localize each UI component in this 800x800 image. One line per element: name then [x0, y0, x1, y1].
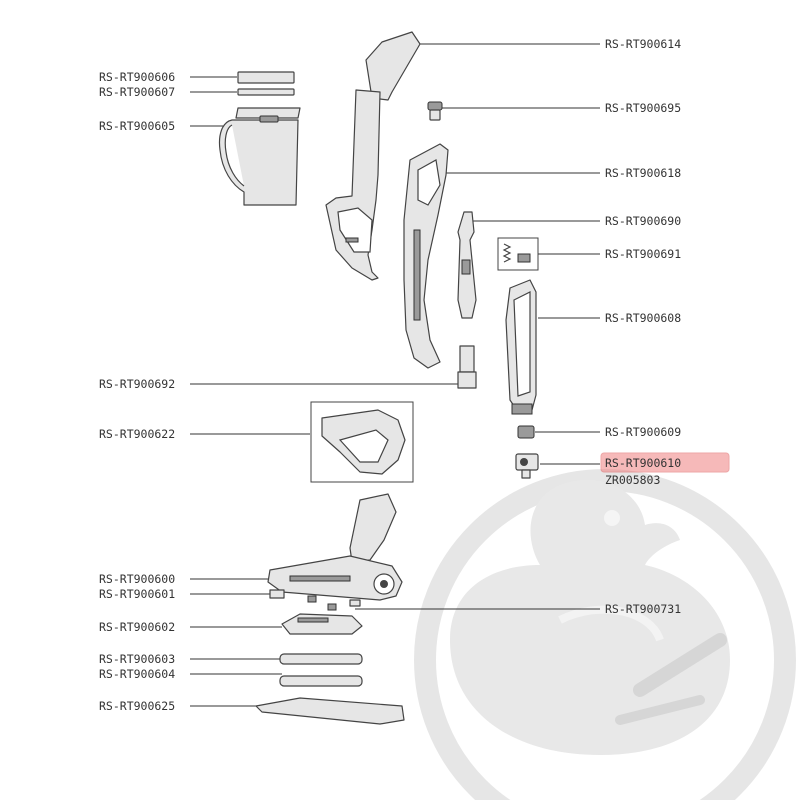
- label-zr005803[interactable]: ZR005803: [605, 473, 661, 487]
- label-rs-rt900601[interactable]: RS-RT900601: [99, 587, 176, 601]
- part-608-shape: [506, 280, 536, 414]
- part-691-shape: [498, 238, 538, 270]
- label-rs-rt900618[interactable]: RS-RT900618: [605, 166, 682, 180]
- part-605-shape: [220, 108, 301, 205]
- label-rs-rt900605[interactable]: RS-RT900605: [99, 119, 176, 133]
- label-rs-rt900610-selected[interactable]: RS-RT900610: [605, 456, 682, 470]
- label-rs-rt900606[interactable]: RS-RT900606: [99, 70, 176, 84]
- part-695-shape: [428, 102, 442, 120]
- label-rs-rt900603[interactable]: RS-RT900603: [99, 652, 176, 666]
- label-rs-rt900609[interactable]: RS-RT900609: [605, 425, 682, 439]
- part-604-shape: [280, 676, 362, 686]
- label-rs-rt900604[interactable]: RS-RT900604: [99, 667, 176, 681]
- label-rs-rt900600[interactable]: RS-RT900600: [99, 572, 176, 586]
- part-618-shape: [404, 144, 448, 368]
- part-603-shape: [280, 654, 362, 664]
- part-622-shape: [311, 402, 413, 482]
- part-602-shape: [282, 614, 362, 634]
- part-610-shape: [516, 454, 538, 478]
- label-rs-rt900614[interactable]: RS-RT900614: [605, 37, 682, 51]
- part-607-shape: [238, 89, 294, 95]
- label-rs-rt900622[interactable]: RS-RT900622: [99, 427, 176, 441]
- label-rs-rt900602[interactable]: RS-RT900602: [99, 620, 176, 634]
- part-606-shape: [238, 72, 294, 83]
- label-rs-rt900692[interactable]: RS-RT900692: [99, 377, 176, 391]
- label-rs-rt900691[interactable]: RS-RT900691: [605, 247, 682, 261]
- duck-watermark-icon: [425, 480, 785, 800]
- label-rs-rt900690[interactable]: RS-RT900690: [605, 214, 682, 228]
- label-rs-rt900731[interactable]: RS-RT900731: [605, 602, 682, 616]
- part-601-shape: [270, 590, 284, 598]
- part-600-shape: [268, 494, 402, 600]
- left-labels: [99, 70, 175, 713]
- part-692-shape: [458, 346, 476, 388]
- part-625-shape: [256, 698, 404, 724]
- label-rs-rt900695[interactable]: RS-RT900695: [605, 101, 682, 115]
- label-rs-rt900607[interactable]: RS-RT900607: [99, 85, 176, 99]
- part-690-shape: [458, 212, 476, 318]
- label-rs-rt900608[interactable]: RS-RT900608: [605, 311, 682, 325]
- part-609-shape: [518, 426, 534, 438]
- label-rs-rt900625[interactable]: RS-RT900625: [99, 699, 176, 713]
